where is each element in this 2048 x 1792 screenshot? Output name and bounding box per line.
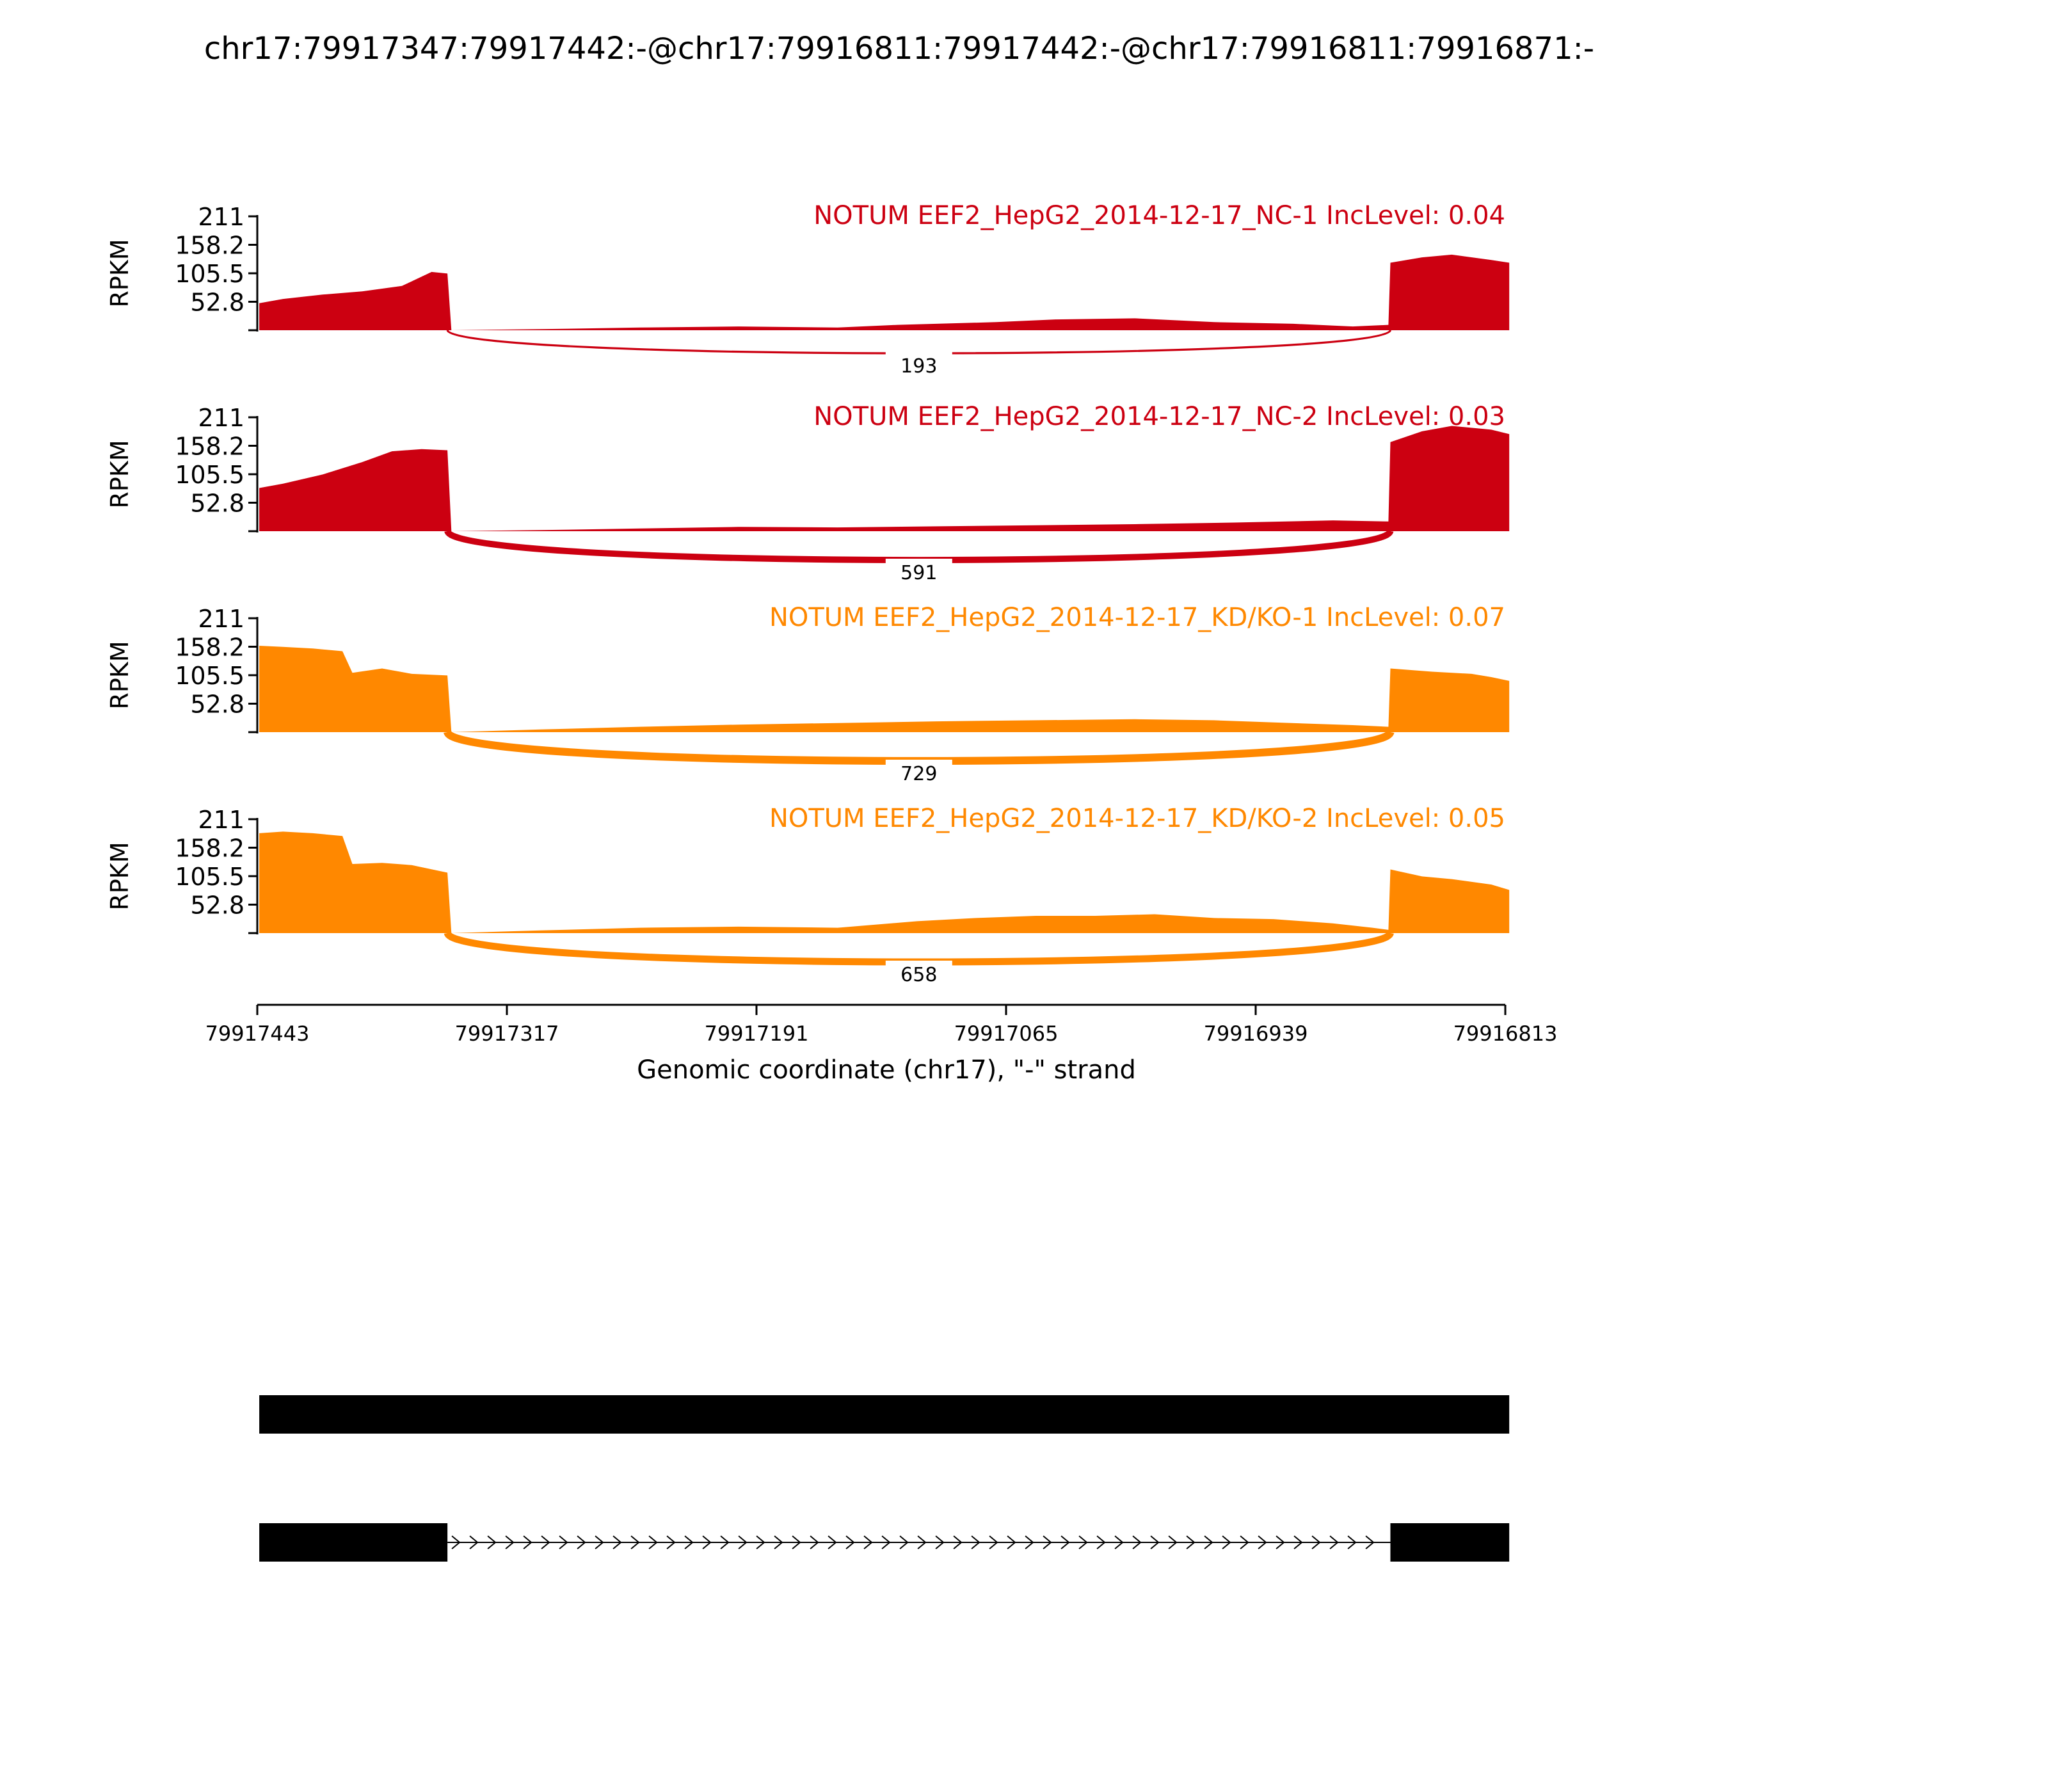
y-tick-label: 52.8	[190, 288, 244, 317]
y-tick-label: 105.5	[175, 662, 244, 690]
y-axis-label: RPKM	[106, 239, 134, 308]
y-axis	[175, 806, 257, 934]
y-tick-label: 52.8	[190, 690, 244, 719]
series-label: NOTUM EEF2_HepG2_2014-12-17_NC-1 IncLevel: 0.04	[813, 201, 1505, 230]
coverage-area	[259, 426, 1509, 532]
y-tick-label: 211	[198, 203, 244, 231]
y-tick-label: 105.5	[175, 260, 244, 288]
y-tick-label: 211	[198, 605, 244, 633]
exon-block	[259, 1395, 1509, 1434]
y-tick-label: 211	[198, 806, 244, 834]
x-tick-label: 79917065	[954, 1021, 1059, 1046]
x-axis-label: Genomic coordinate (chr17), "-" strand	[637, 1055, 1136, 1085]
y-tick-label: 105.5	[175, 863, 244, 891]
y-tick-label: 211	[198, 404, 244, 432]
transcript	[259, 1523, 1509, 1562]
junction-arc	[447, 531, 1390, 560]
coverage-panel	[106, 402, 1509, 584]
x-tick-label: 79917191	[704, 1021, 809, 1046]
x-tick-label: 79917317	[454, 1021, 559, 1046]
exon-block	[259, 1523, 447, 1562]
series-label: NOTUM EEF2_HepG2_2014-12-17_KD/KO-2 IncLevel: 0.05	[769, 804, 1505, 833]
coverage-area	[259, 255, 1509, 330]
x-tick-label: 79916939	[1203, 1021, 1308, 1046]
coverage-panel	[106, 804, 1509, 986]
coverage-area	[259, 646, 1509, 732]
y-axis-label: RPKM	[106, 842, 134, 911]
y-axis-label: RPKM	[106, 641, 134, 710]
junction-count: 658	[900, 964, 938, 986]
junction-count: 591	[900, 562, 938, 584]
junction-count: 729	[900, 763, 938, 785]
coverage-panel	[106, 201, 1509, 378]
y-tick-label: 158.2	[175, 834, 244, 863]
y-axis-label: RPKM	[106, 440, 134, 509]
y-axis	[175, 404, 257, 532]
coverage-panels	[106, 201, 1509, 986]
transcript-track	[259, 1395, 1509, 1562]
y-tick-label: 52.8	[190, 489, 244, 518]
junction-arc	[447, 933, 1390, 962]
x-axis	[205, 1005, 1558, 1046]
coverage-area	[259, 831, 1509, 933]
junction-arc	[447, 330, 1390, 353]
y-tick-label: 158.2	[175, 633, 244, 662]
coverage-panel	[106, 603, 1509, 785]
y-tick-label: 158.2	[175, 432, 244, 461]
y-axis	[175, 605, 257, 733]
junction-count: 193	[900, 355, 938, 378]
transcript	[259, 1395, 1509, 1434]
series-label: NOTUM EEF2_HepG2_2014-12-17_KD/KO-1 IncLevel: 0.07	[769, 603, 1505, 632]
y-tick-label: 158.2	[175, 231, 244, 260]
figure-title: chr17:79917347:79917442:-@chr17:79916811:79917442:-@chr17:79916811:79916871:-	[204, 31, 1595, 67]
exon-block	[1390, 1523, 1509, 1562]
x-tick-label: 79917443	[205, 1021, 310, 1046]
junction-arc	[447, 732, 1390, 761]
x-tick-label: 79916813	[1453, 1021, 1558, 1046]
y-tick-label: 52.8	[190, 891, 244, 920]
series-label: NOTUM EEF2_HepG2_2014-12-17_NC-2 IncLevel: 0.03	[813, 402, 1505, 431]
y-axis	[175, 203, 257, 332]
y-tick-label: 105.5	[175, 461, 244, 489]
